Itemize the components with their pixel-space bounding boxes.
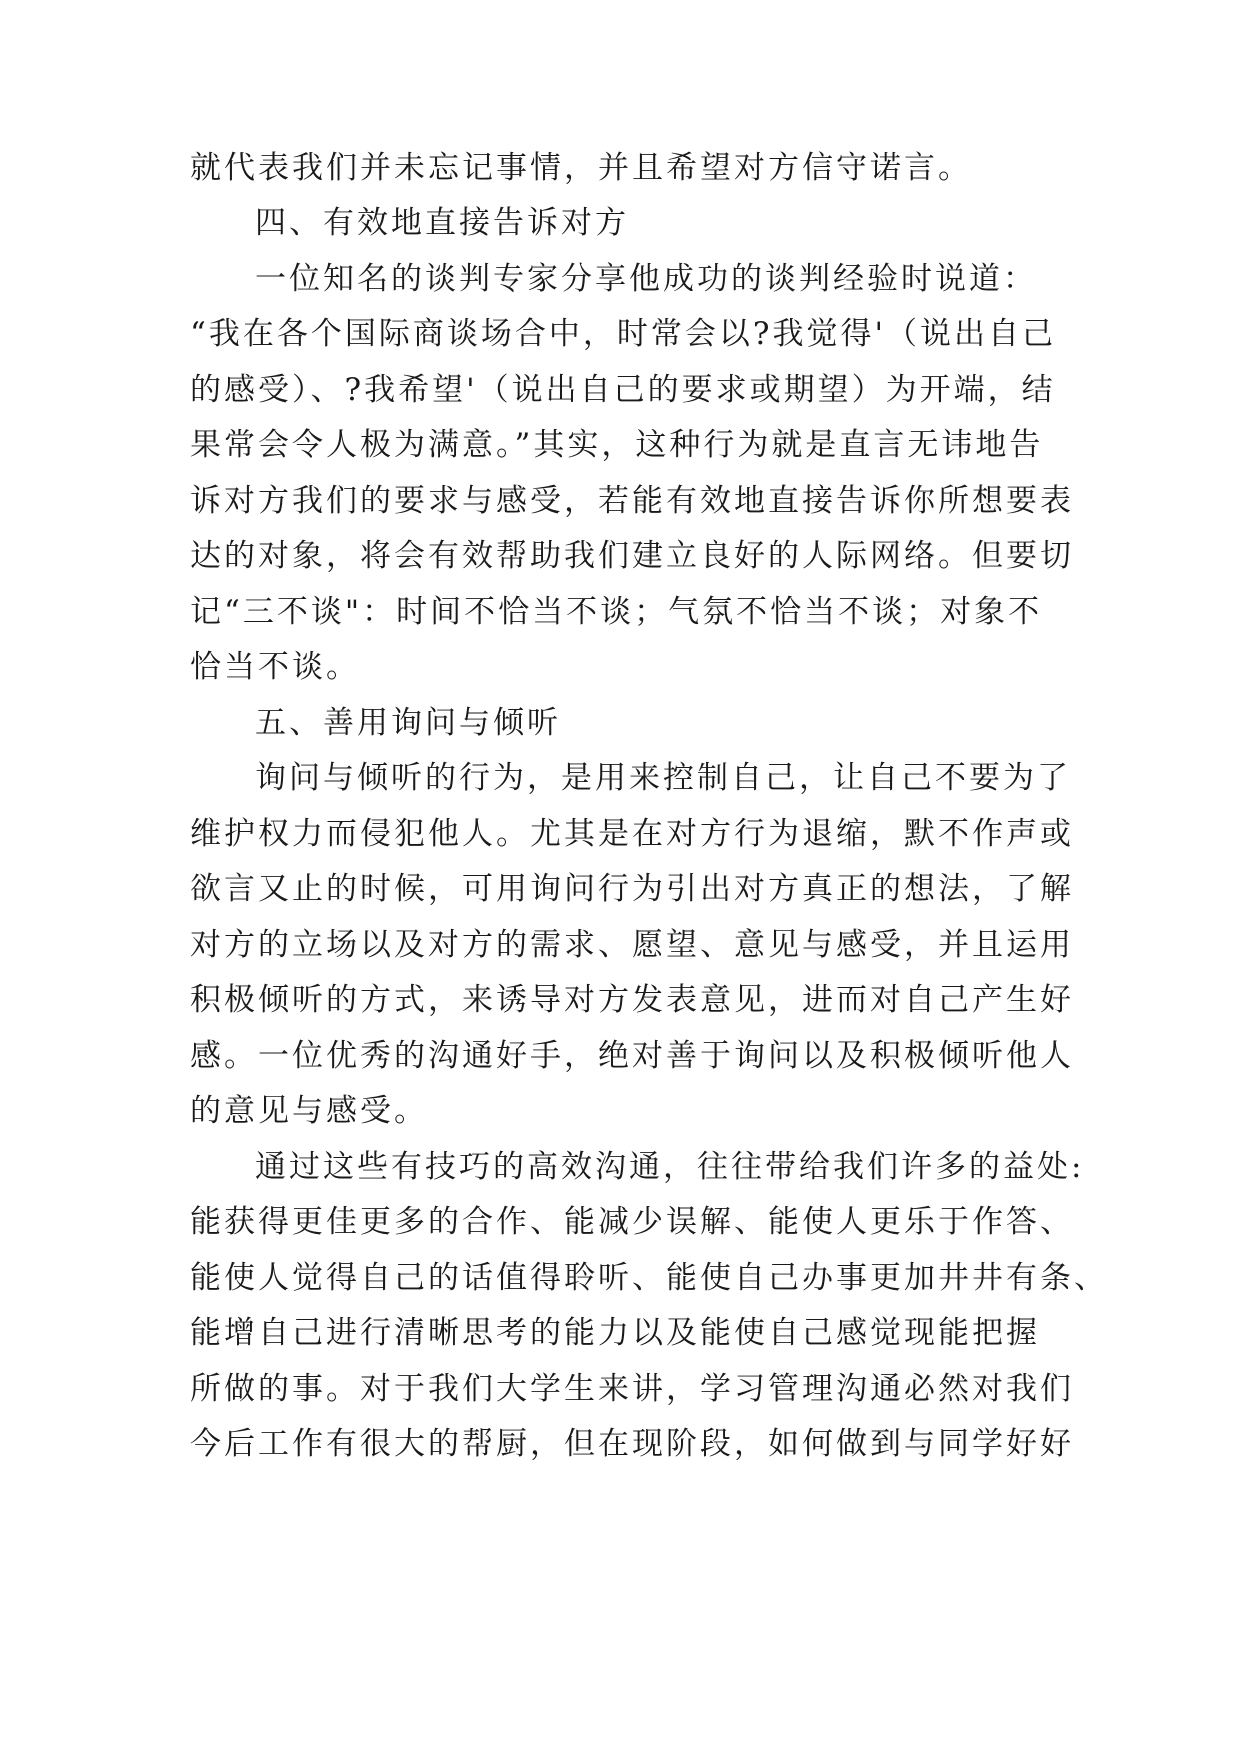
text-line: 对方的立场以及对方的需求、愿望、意见与感受，并且运用 (190, 927, 1074, 963)
text-line: 所做的事。对于我们大学生来讲，学习管理沟通必然对我们 (190, 1371, 1074, 1407)
text-line: 诉对方我们的要求与感受，若能有效地直接告诉你所想要表 (190, 483, 1074, 519)
text-line: 能获得更佳更多的合作、能减少误解、能使人更乐于作答、 (190, 1204, 1074, 1240)
text-line: 感。一位优秀的沟通好手，绝对善于询问以及积极倾听他人 (190, 1038, 1074, 1074)
text-line: 果常会令人极为满意。”其实，这种行为就是直言无讳地告 (190, 427, 1044, 463)
text-line: 积极倾听的方式，来诱导对方发表意见，进而对自己产生好 (190, 982, 1074, 1018)
text-line: 维护权力而侵犯他人。尤其是在对方行为退缩，默不作声或 (190, 816, 1074, 852)
text-line: 欲言又止的时候，可用询问行为引出对方真正的想法，了解 (190, 871, 1074, 907)
text-line: 达的对象，将会有效帮助我们建立良好的人际网络。但要切 (190, 538, 1074, 574)
text-line: 的意见与感受。 (190, 1093, 428, 1129)
section-heading: 四、有效地直接告诉对方 (255, 205, 629, 241)
text-line: 今后工作有很大的帮厨，但在现阶段，如何做到与同学好好 (190, 1426, 1074, 1462)
text-line: 就代表我们并未忘记事情，并且希望对方信守诺言。 (190, 150, 972, 186)
text-line: 能使人觉得自己的话值得聆听、能使自己办事更加井井有条、 (190, 1260, 1108, 1296)
text-line: 的感受）、?我希望'（说出自己的要求或期望）为开端，结 (190, 372, 1056, 408)
section-heading: 五、善用询问与倾听 (255, 705, 561, 741)
text-line: 通过这些有技巧的高效沟通，往往带给我们许多的益处: (255, 1149, 1085, 1185)
text-line: 一位知名的谈判专家分享他成功的谈判经验时说道： (255, 261, 1037, 297)
text-line: 询问与倾听的行为，是用来控制自己，让自己不要为了 (255, 760, 1071, 796)
text-line: 恰当不谈。 (190, 649, 360, 685)
text-line: “我在各个国际商谈场合中，时常会以?我觉得'（说出自己 (190, 316, 1056, 352)
text-line: 记“三不谈"：时间不恰当不谈；气氛不恰当不谈；对象不 (190, 594, 1043, 630)
text-line: 能增自己进行清晰思考的能力以及能使自己感觉现能把握 (190, 1315, 1040, 1351)
